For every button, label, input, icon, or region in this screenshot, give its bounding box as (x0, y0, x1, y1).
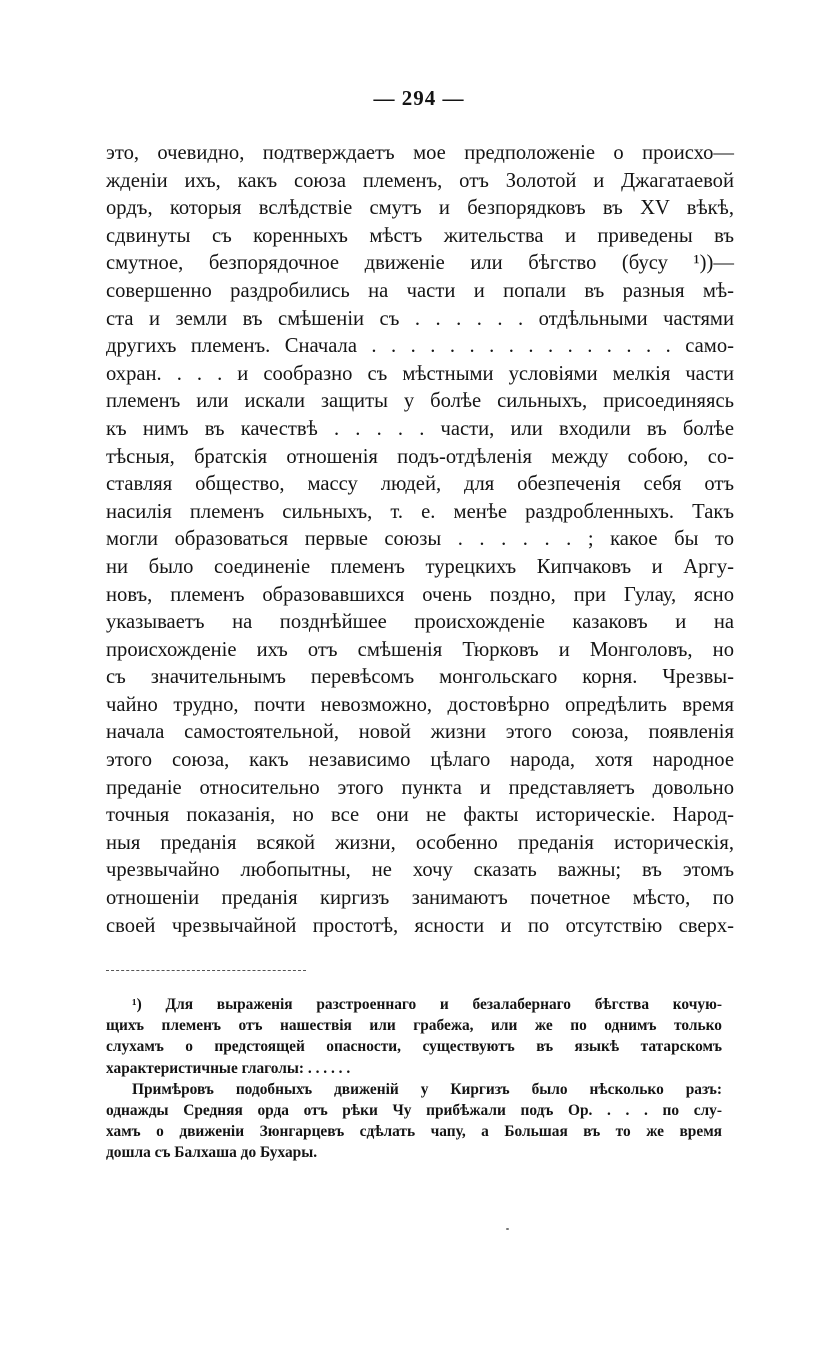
footnote-line: слухамъ о предстоящей опасности, существуютъ въ языкѣ татарскомъ (106, 1038, 722, 1056)
footnotes (106, 994, 722, 1164)
footnote-line: щихъ племенъ отъ нашествія или грабежа, или же по однимъ только (106, 1017, 722, 1035)
text-line: насилія племенъ сильныхъ, т. е. менѣе раздробленныхъ. Такъ (106, 500, 734, 523)
text-line: ныя преданія всякой жизни, особенно преданія историческія, (106, 831, 734, 854)
text-line: съ значительнымъ перевѣсомъ монгольскаго корня. Чрезвы- (106, 666, 734, 689)
text-line: ордъ, которыя вслѣдствіе смутъ и безпорядковъ въ XV вѣкѣ, (106, 197, 734, 220)
text-line: другихъ племенъ. Сначала . . . . . . . . . . . . . . . . само- (106, 335, 734, 358)
footnote-line: однажды Средняя орда отъ рѣки Чу прибѣжали подъ Ор. . . . по слу- (106, 1102, 722, 1120)
text-line: къ нимъ въ качествѣ . . . . . части, или входили въ болѣе (106, 417, 734, 440)
text-line: указываетъ на позднѣйшее происхожденіе казаковъ и на (106, 611, 734, 634)
footnote-line: хамъ о движеніи Зюнгарцевъ сдѣлать чапу, а Большая въ то же время (106, 1123, 722, 1141)
text-line: племенъ или искали защиты у болѣе сильныхъ, присоединяясь (106, 390, 734, 413)
footnote-line: характеристичные глаголы: . . . . . . (106, 1059, 351, 1077)
text-line: отношеніи преданія киргизъ занимаютъ почетное мѣсто, по (106, 887, 734, 910)
footnote-line: дошла съ Балхаша до Бухары. (106, 1144, 318, 1162)
text-line: начала самостоятельной, новой жизни этого союза, появленія (106, 721, 734, 744)
text-line: новъ, племенъ образовавшихся очень поздно, при Гулау, ясно (106, 583, 734, 606)
text-line: тѣсныя, братскія отношенія подъ-отдѣленія между собою, со- (106, 445, 734, 468)
text-line: ни было соединеніе племенъ турецкихъ Кипчаковъ и Аргу- (106, 555, 734, 578)
text-line: преданіе относительно этого пункта и представляетъ довольно (106, 776, 734, 799)
main-text (106, 140, 734, 940)
text-line: чрезвычайно любопытны, не хочу сказать важны; въ этомъ (106, 859, 734, 882)
footnote-line: ¹) Для выраженія разстроеннаго и безалабернаго бѣгства кочую- (132, 996, 722, 1013)
text-line: точныя показанія, но все они не факты историческіе. Народ- (106, 804, 734, 827)
text-line: жденіи ихъ, какъ союза племенъ, отъ Золотой и Джагатаевой (106, 169, 734, 192)
page-number: — 294 — (373, 86, 465, 110)
footnote-separator (106, 970, 306, 971)
text-line: сдвинуты съ коренныхъ мѣстъ жительства и приведены въ (106, 224, 734, 247)
text-line: могли образоваться первые союзы . . . . . . ; какое бы то (106, 528, 734, 551)
text-line: ставляя общество, массу людей, для обезпеченія себя отъ (106, 473, 734, 496)
footnote-line: Примѣровъ подобныхъ движеній у Киргизъ было нѣсколько разъ: (132, 1080, 722, 1098)
text-line: ста и земли въ смѣшеніи съ . . . . . . отдѣльными частями (106, 307, 734, 330)
text-line: чайно трудно, почти невозможно, достовѣрно опредѣлить время (106, 693, 734, 716)
text-line: этого союза, какъ независимо цѣлаго народа, хотя народное (106, 749, 734, 772)
text-line: смутное, безпорядочное движеніе или бѣгство (бусу ¹))— (106, 252, 734, 275)
text-line: совершенно раздробились на части и попали въ разныя мѣ- (106, 279, 734, 302)
text-line: это, очевидно, подтверждаетъ мое предположеніе о происхо— (106, 142, 734, 164)
text-line: происхожденіе ихъ отъ смѣшенія Тюрковъ и Монголовъ, но (106, 638, 734, 661)
text-line: своей чрезвычайной простотѣ, ясности и по отсутствію сверх- (106, 914, 734, 937)
text-line: охран. . . . и сообразно съ мѣстными условіями мелкія части (106, 362, 734, 385)
scan-speck (506, 1228, 509, 1230)
